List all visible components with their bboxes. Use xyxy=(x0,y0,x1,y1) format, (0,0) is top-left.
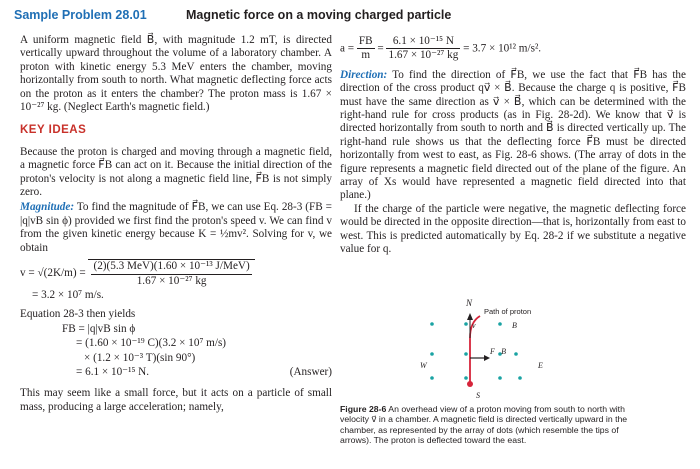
field-dot xyxy=(464,322,468,326)
caption-label: Figure 28-6 xyxy=(340,404,387,414)
accel-equals: = xyxy=(377,42,384,55)
speed-eq-numerator: (2)(5.3 MeV)(1.60 × 10⁻¹³ J/MeV) xyxy=(91,260,251,274)
key-ideas-text: Because the proton is charged and moving through a magnetic field, a magnetic force F⃗B can act on it. Because the initial direction of the proton's velocity is not along a magnetic field line, F⃗B is not simply zero. xyxy=(20,145,332,199)
sample-problem-title: Magnetic force on a moving charged particle xyxy=(186,8,452,22)
answer-tag: (Answer) xyxy=(289,365,332,378)
sample-problem-label: Sample Problem 28.01 xyxy=(14,8,147,22)
magnitude-text: To find the magnitude of F⃗B, we can use Eq. 28-3 (FB = |q|vB sin ϕ) provided we first find the proton's speed v. We can find v from the given kinetic energy because K = ½mv². Solving for v, we obtain xyxy=(20,201,332,254)
force-eq-line-3: × (1.2 × 10⁻³ T)(sin 90°) xyxy=(84,351,196,364)
proton-path-figure xyxy=(420,298,596,402)
field-dot xyxy=(430,352,434,356)
label-south: S xyxy=(476,391,480,400)
equation-intro: Equation 28-3 then yields xyxy=(20,308,136,321)
figure-caption xyxy=(340,404,640,446)
velocity-arrowhead xyxy=(467,313,473,320)
direction-paragraph xyxy=(340,69,686,203)
magnetic-field-dots xyxy=(430,322,522,380)
accel-fraction xyxy=(386,35,460,63)
field-dot xyxy=(430,322,434,326)
label-path: Path of proton xyxy=(484,307,532,316)
accel-ratio xyxy=(357,35,375,63)
field-dot xyxy=(430,376,434,380)
acceleration-equation xyxy=(340,35,686,63)
magnitude-paragraph xyxy=(20,201,332,255)
negative-charge-paragraph: If the charge of the particle were negative, the magnetic deflecting force would be directed in the opposite direction—that is, horizontally from east to west. This is predicted automatically by Eq. 28-2 if we substitute a negative value for q. xyxy=(340,202,686,256)
right-column xyxy=(340,34,686,257)
label-force: F⃗B xyxy=(490,347,506,356)
accel-lhs: a = xyxy=(340,42,355,55)
accel-ratio-num: FB xyxy=(357,35,375,49)
problem-statement: A uniform magnetic field B⃗, with magnitude 1.2 mT, is directed vertically upward throughout the volume of a laboratory chamber. A proton with kinetic energy 5.3 MeV enters the chamber, moving horizontally from south to north. What magnetic deflecting force acts on the proton as it enters the chamber? The proton mass is 1.67 × 10⁻²⁷ kg. (Neglect Earth's magnetic field.) xyxy=(20,34,332,114)
field-dot xyxy=(514,352,518,356)
accel-ratio-den: m xyxy=(361,49,371,62)
label-velocity: v⃗ xyxy=(472,321,482,330)
key-ideas-heading: KEY IDEAS xyxy=(20,124,87,137)
proton-marker xyxy=(467,381,473,387)
field-dot xyxy=(498,376,502,380)
left-column xyxy=(20,34,332,414)
field-dot xyxy=(498,322,502,326)
speed-equation xyxy=(20,259,332,288)
label-north: N xyxy=(466,298,473,308)
field-dot xyxy=(518,376,522,380)
accel-numerator: 6.1 × 10⁻¹⁵ N xyxy=(386,35,460,49)
caption-text: An overhead view of a proton moving from south to north with velocity v⃗ in a chamber. A magnetic field is directed vertically upward in the chamber, as represented by the array of dots (which resemble the tips of arrows). The proton is deflected toward the east. xyxy=(340,404,628,446)
label-west: W xyxy=(420,361,427,370)
speed-result: = 3.2 × 10⁷ m/s. xyxy=(32,288,104,301)
speed-eq-lhs: v = √(2K/m) = xyxy=(20,267,89,280)
speed-eq-denominator: 1.67 × 10⁻²⁷ kg xyxy=(136,274,207,287)
speed-eq-fraction xyxy=(91,260,251,288)
direction-text: To find the direction of F⃗B, we use the fact that F⃗B has the direction of the cross product qv⃗ × B⃗. Because the charge q is positive, F⃗B must have the same direction as v⃗ × B⃗, which can be determined with the right-hand rule for cross products (as in Fig. 28-2d). We know that v⃗ is directed horizontally from south to north and B⃗ is directed vertically up. The right-hand rule shows us that the deflecting force F⃗B must be directed horizontally from west to east, as Fig. 28-6 shows. (The array of dots in the figure represents a magnetic field directed out of the plane of the figure. An array of Xs would have represented a magnetic field directed into that plane.) xyxy=(340,68,686,202)
force-eq-line-2: = (1.60 × 10⁻¹⁹ C)(3.2 × 10⁷ m/s) xyxy=(76,337,227,350)
label-field: B⃗ xyxy=(512,321,524,330)
accel-result: = 3.7 × 10¹² m/s². xyxy=(463,42,542,55)
force-eq-line-1: FB = |q|vB sin ϕ xyxy=(62,322,136,335)
label-east: E xyxy=(538,361,543,370)
speed-eq-radical xyxy=(88,259,254,288)
force-eq-line-4 xyxy=(20,366,332,379)
magnitude-label: Magnitude: xyxy=(20,201,75,214)
field-dot xyxy=(464,376,468,380)
sample-problem-header xyxy=(0,0,700,30)
accel-denominator: 1.67 × 10⁻²⁷ kg xyxy=(388,49,459,62)
field-dot xyxy=(464,352,468,356)
force-result: = 6.1 × 10⁻¹⁵ N. xyxy=(76,365,150,378)
closing-paragraph: This may seem like a small force, but it acts on a particle of small mass, producing a large acceleration; namely, xyxy=(20,387,332,413)
direction-label: Direction: xyxy=(340,68,388,81)
